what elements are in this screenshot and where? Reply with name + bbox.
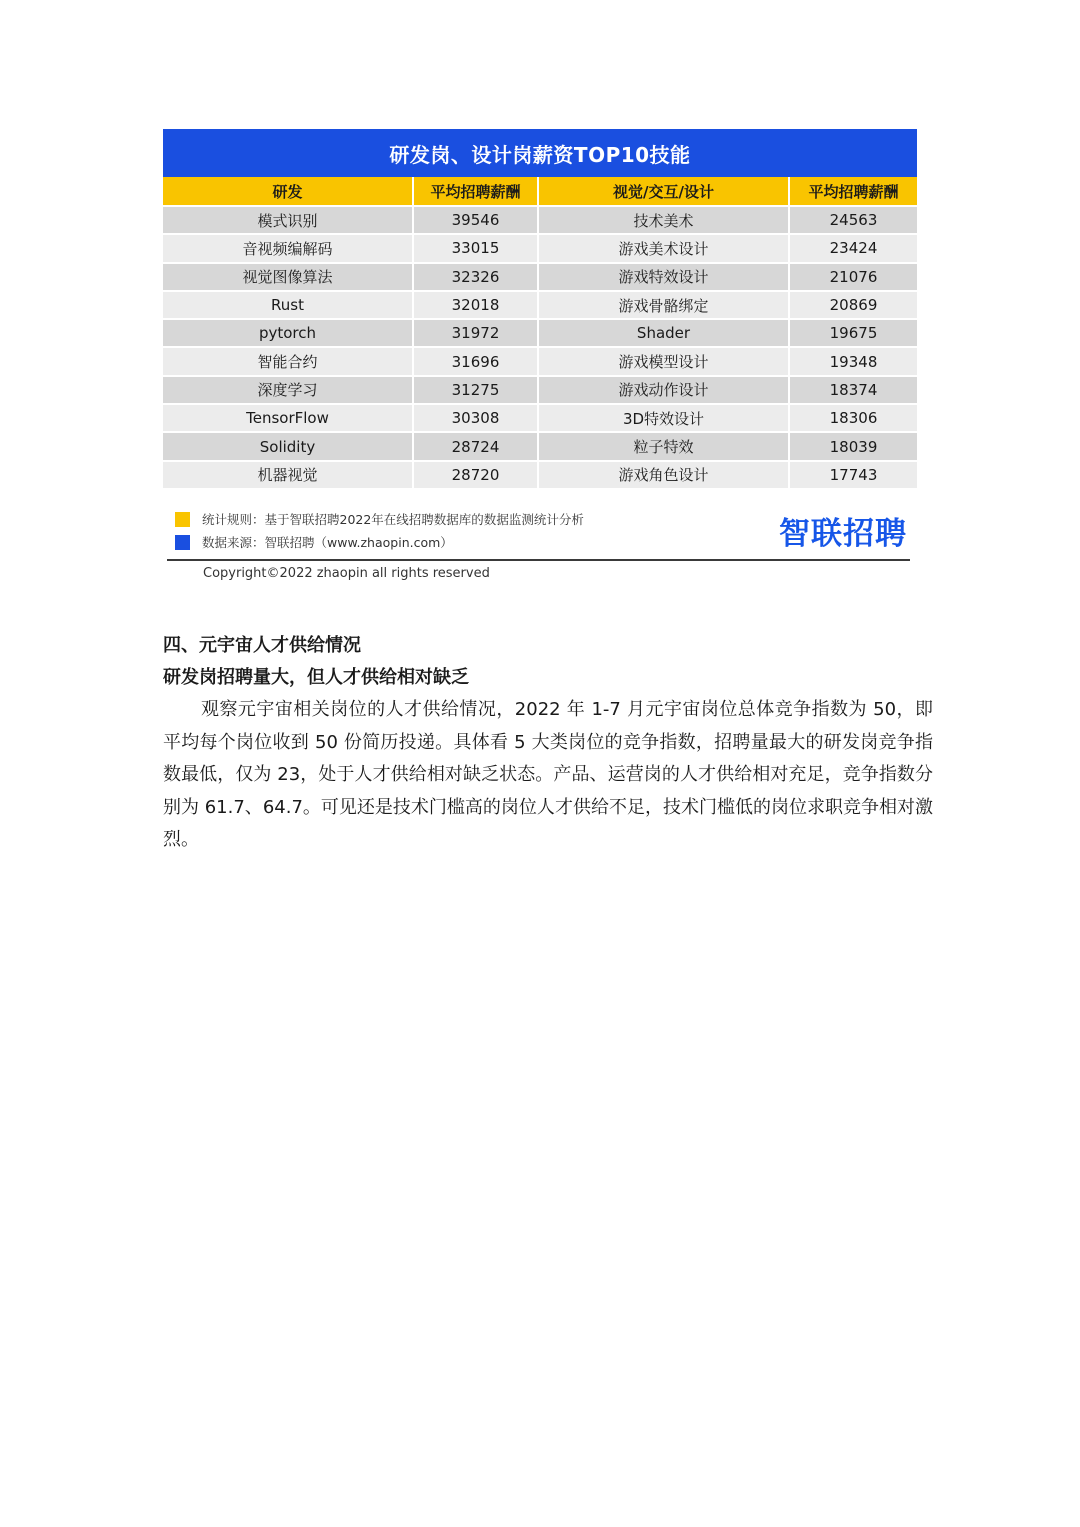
table-row [163, 346, 917, 374]
table-row [163, 233, 917, 261]
rd-skill-cell: Rust [163, 290, 414, 318]
design-salary-cell: 18039 [790, 431, 917, 459]
table-body [163, 205, 917, 488]
design-skill-cell: 游戏美术设计 [539, 233, 790, 261]
divider [167, 559, 910, 561]
design-skill-cell: 游戏模型设计 [539, 346, 790, 374]
design-salary-cell: 17743 [790, 460, 917, 488]
table-row [163, 375, 917, 403]
talent-supply-section [163, 630, 933, 857]
section-subheading: 研发岗招聘量大，但人才供给相对缺乏 [163, 667, 469, 688]
table-row [163, 318, 917, 346]
salary-table-figure [163, 129, 917, 488]
design-skill-cell: 3D特效设计 [539, 403, 790, 431]
section-heading: 四、元宇宙人才供给情况 [163, 635, 361, 656]
salary-table [163, 177, 917, 488]
design-skill-cell: 粒子特效 [539, 431, 790, 459]
rd-salary-cell: 39546 [414, 205, 539, 233]
header-design: 视觉/交互/设计 [539, 177, 790, 205]
table-row [163, 431, 917, 459]
design-skill-cell: 游戏动作设计 [539, 375, 790, 403]
rd-salary-cell: 31696 [414, 346, 539, 374]
rd-skill-cell: TensorFlow [163, 403, 414, 431]
rd-salary-cell: 30308 [414, 403, 539, 431]
rd-skill-cell: 模式识别 [163, 205, 414, 233]
table-title: 研发岗、设计岗薪资TOP10技能 [163, 129, 917, 177]
rd-skill-cell: 音视频编解码 [163, 233, 414, 261]
stat-rule-text: 统计规则：基于智联招聘2022年在线招聘数据库的数据监测统计分析 [202, 512, 584, 527]
rd-skill-cell: 智能合约 [163, 346, 414, 374]
header-rd: 研发 [163, 177, 414, 205]
blue-square-icon [175, 535, 190, 550]
design-skill-cell: 技术美术 [539, 205, 790, 233]
design-salary-cell: 19675 [790, 318, 917, 346]
table-row [163, 205, 917, 233]
rd-skill-cell: Solidity [163, 431, 414, 459]
table-row [163, 460, 917, 488]
rd-salary-cell: 32018 [414, 290, 539, 318]
yellow-square-icon [175, 512, 190, 527]
design-salary-cell: 18374 [790, 375, 917, 403]
table-row [163, 403, 917, 431]
header-design-salary: 平均招聘薪酬 [790, 177, 917, 205]
rd-salary-cell: 31275 [414, 375, 539, 403]
design-salary-cell: 19348 [790, 346, 917, 374]
header-rd-salary: 平均招聘薪酬 [414, 177, 539, 205]
figure-notes [175, 506, 915, 562]
rd-salary-cell: 33015 [414, 233, 539, 261]
rd-salary-cell: 31972 [414, 318, 539, 346]
design-skill-cell: 游戏特效设计 [539, 262, 790, 290]
rd-salary-cell: 28720 [414, 460, 539, 488]
table-row [163, 290, 917, 318]
data-source-text: 数据来源：智联招聘（www.zhaopin.com） [202, 535, 453, 550]
design-skill-cell: 游戏角色设计 [539, 460, 790, 488]
rd-skill-cell: 深度学习 [163, 375, 414, 403]
rd-skill-cell: 视觉图像算法 [163, 262, 414, 290]
table-row [163, 262, 917, 290]
design-salary-cell: 24563 [790, 205, 917, 233]
design-skill-cell: Shader [539, 318, 790, 346]
stat-rule-note [175, 510, 584, 528]
table-header-row [163, 177, 917, 205]
rd-skill-cell: pytorch [163, 318, 414, 346]
design-salary-cell: 23424 [790, 233, 917, 261]
data-source-note [175, 533, 453, 551]
section-paragraph: 观察元宇宙相关岗位的人才供给情况，2022 年 1-7 月元宇宙岗位总体竞争指数为 50，即平均每个岗位收到 50 份简历投递。具体看 5 大类岗位的竞争指数，招聘量最大的研发岗竞争指数最低，仅为 23，处于人才供给相对缺乏状态。产品、运营岗的人才供给相对充足，竞争指数分别为 61.7、64.7。可见还是技术门槛高的岗位人才供给不足，技术门槛低的岗位求职竞争相对激烈。 [163, 699, 933, 850]
design-salary-cell: 21076 [790, 262, 917, 290]
design-salary-cell: 18306 [790, 403, 917, 431]
rd-salary-cell: 32326 [414, 262, 539, 290]
copyright-text: Copyright©2022 zhaopin all rights reserved [203, 566, 490, 581]
design-salary-cell: 20869 [790, 290, 917, 318]
rd-salary-cell: 28724 [414, 431, 539, 459]
rd-skill-cell: 机器视觉 [163, 460, 414, 488]
zhaopin-logo: 智联招聘 [779, 516, 907, 552]
design-skill-cell: 游戏骨骼绑定 [539, 290, 790, 318]
